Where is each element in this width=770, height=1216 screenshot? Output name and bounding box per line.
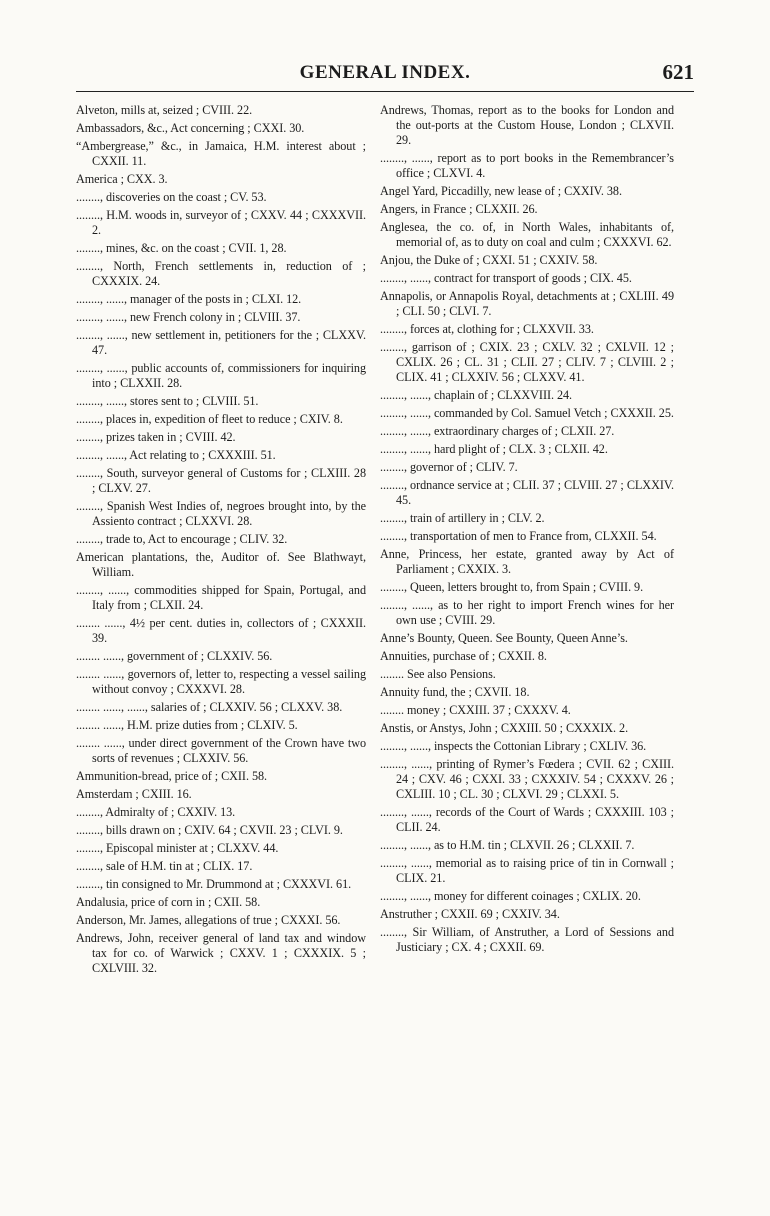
index-entry: ........, Sir William, of Anstruther, a Lord of Sessions and Justiciary ; CX. 4 ; CXXII. 69. [380, 925, 674, 954]
index-entry: ........, Admiralty of ; CXXIV. 13. [76, 805, 236, 819]
page-number: 621 [662, 60, 694, 84]
index-entry: Ambassadors, &c., Act concerning ; CXXI. 30. [76, 121, 305, 135]
index-entry: ........ money ; CXXIII. 37 ; CXXXV. 4. [380, 703, 571, 717]
index-entry: ........, sale of H.M. tin at ; CLIX. 17. [76, 859, 253, 873]
index-entry: ........, South, surveyor general of Customs for ; CLXIII. 28 ; CLXV. 27. [76, 466, 366, 495]
index-entry: Amsterdam ; CXIII. 16. [76, 787, 192, 801]
index-entry: ........, ......, records of the Court of Wards ; CXXXIII. 103 ; CLII. 24. [380, 805, 674, 834]
index-entry: ........, ......, Act relating to ; CXXXIII. 51. [76, 448, 276, 462]
index-entry: ........, train of artillery in ; CLV. 2. [380, 511, 545, 525]
index-entry: Anstruther ; CXXII. 69 ; CXXIV. 34. [380, 907, 560, 921]
index-entry: Alveton, mills at, seized ; CVIII. 22. [76, 103, 253, 117]
index-entry: ........, ......, hard plight of ; CLX. 3 ; CLXII. 42. [380, 442, 608, 456]
index-entry: ........, ......, memorial as to raising price of tin in Cornwall ; CLIX. 21. [380, 856, 674, 885]
index-entry: Angel Yard, Piccadilly, new lease of ; CXXIV. 38. [380, 184, 622, 198]
index-entry: ........ ......, 4½ per cent. duties in, collectors of ; CXXXII. 39. [76, 616, 366, 645]
index-entry: ........, ......, printing of Rymer’s Fœdera ; CVII. 62 ; CXIII. 24 ; CXV. 46 ; CXXI. 33 ; CXXXIV. 54 ; CXXXV. 26 ; CXLIII. 10 ; CL. 30 ; CLXVI. 29 ; CLXXI. 5. [380, 757, 674, 801]
index-entry: ........ ......, government of ; CLXXIV. 56. [76, 649, 273, 663]
index-entry: “Ambergrease,” &c., in Jamaica, H.M. interest about ; CXXII. 11. [76, 139, 366, 168]
index-entry: ........, Spanish West Indies of, negroes brought into, by the Assiento contract ; CLXXVI. 28. [76, 499, 366, 528]
header-rule [76, 91, 694, 92]
index-entry: ........, ......, as to H.M. tin ; CLXVII. 26 ; CLXXII. 7. [380, 838, 635, 852]
index-entry: ........, Queen, letters brought to, from Spain ; CVIII. 9. [380, 580, 644, 594]
index-entry: ........, ......, chaplain of ; CLXXVIII. 24. [380, 388, 573, 402]
index-entry: Anglesea, the co. of, in North Wales, inhabitants of, memorial of, as to duty on coal and culm ; CXXXVI. 62. [380, 220, 674, 249]
index-entry: Anne’s Bounty, Queen. See Bounty, Queen Anne’s. [380, 631, 628, 645]
index-entry: America ; CXX. 3. [76, 172, 168, 186]
index-entry: Angers, in France ; CLXXII. 26. [380, 202, 538, 216]
index-entry: Andrews, Thomas, report as to the books for London and the out-ports at the Custom House, London ; CLXVII. 29. [380, 103, 674, 147]
index-entry: ........, garrison of ; CXIX. 23 ; CXLV. 32 ; CXLVII. 12 ; CXLIX. 26 ; CL. 31 ; CLII. 27 ; CLIV. 7 ; CLVIII. 2 ; CLIX. 41 ; CLXXIV. 56 ; CLXXV. 41. [380, 340, 674, 384]
index-entry: Andalusia, price of corn in ; CXII. 58. [76, 895, 261, 909]
index-entry: ........, ......, new settlement in, petitioners for the ; CLXXV. 47. [76, 328, 366, 357]
index-entry: ........, ......, new French colony in ; CLVIII. 37. [76, 310, 301, 324]
page-title: GENERAL INDEX. [299, 62, 471, 83]
page-header [76, 60, 694, 90]
index-entry: ........, ......, report as to port books in the Remembrancer’s office ; CLXVI. 4. [380, 151, 674, 180]
index-entry: ........, transportation of men to France from, CLXXII. 54. [380, 529, 657, 543]
index-entry: Annuities, purchase of ; CXXII. 8. [380, 649, 547, 663]
index-entry: American plantations, the, Auditor of. See Blathwayt, William. [76, 550, 366, 579]
index-entry: ........, bills drawn on ; CXIV. 64 ; CXVII. 23 ; CLVI. 9. [76, 823, 343, 837]
index-entry: ........, mines, &c. on the coast ; CVII. 1, 28. [76, 241, 287, 255]
index-entry: ........ ......, H.M. prize duties from ; CLXIV. 5. [76, 718, 298, 732]
index-entry: ........, tin consigned to Mr. Drummond at ; CXXXVI. 61. [76, 877, 352, 891]
index-entry: Anstis, or Anstys, John ; CXXIII. 50 ; CXXXIX. 2. [380, 721, 629, 735]
index-entry: Anne, Princess, her estate, granted away by Act of Parliament ; CXXIX. 3. [380, 547, 674, 576]
index-column-left [76, 103, 366, 979]
index-entry: Anderson, Mr. James, allegations of true ; CXXXI. 56. [76, 913, 341, 927]
index-entry: ........ ......, ......, salaries of ; CLXXIV. 56 ; CLXXV. 38. [76, 700, 343, 714]
index-entry: ........, Episcopal minister at ; CLXXV. 44. [76, 841, 279, 855]
index-entry: ........, governor of ; CLIV. 7. [380, 460, 518, 474]
index-entry: Annuity fund, the ; CXVII. 18. [380, 685, 530, 699]
index-entry: ........, ......, extraordinary charges of ; CLXII. 27. [380, 424, 615, 438]
index-entry: Ammunition-bread, price of ; CXII. 58. [76, 769, 268, 783]
index-entry: ........, ......, inspects the Cottonian Library ; CXLIV. 36. [380, 739, 647, 753]
index-entry: ........ ......, governors of, letter to, respecting a vessel sailing without convoy ; CXXXVI. 28. [76, 667, 366, 696]
index-entry: Anjou, the Duke of ; CXXI. 51 ; CXXIV. 58. [380, 253, 598, 267]
index-entry: ........, ......, commodities shipped for Spain, Portugal, and Italy from ; CLXII. 24. [76, 583, 366, 612]
index-entry: ........, forces at, clothing for ; CLXXVII. 33. [380, 322, 594, 336]
index-entry: ........, North, French settlements in, reduction of ; CXXXIX. 24. [76, 259, 366, 288]
index-entry: ........, H.M. woods in, surveyor of ; CXXV. 44 ; CXXXVII. 2. [76, 208, 366, 237]
index-entry: ........, prizes taken in ; CVIII. 42. [76, 430, 236, 444]
index-entry: ........, ordnance service at ; CLII. 37 ; CLVIII. 27 ; CLXXIV. 45. [380, 478, 674, 507]
index-entry: ........, trade to, Act to encourage ; CLIV. 32. [76, 532, 288, 546]
index-entry: ........, ......, manager of the posts in ; CLXI. 12. [76, 292, 302, 306]
index-entry: ........, places in, expedition of fleet to reduce ; CXIV. 8. [76, 412, 343, 426]
index-entry: ........, ......, commanded by Col. Samuel Vetch ; CXXXII. 25. [380, 406, 674, 420]
index-entry: ........ ......, under direct government of the Crown have two sorts of revenues ; CLXXIV. 56. [76, 736, 366, 765]
index-entry: ........, ......, stores sent to ; CLVIII. 51. [76, 394, 259, 408]
index-entry: ........, discoveries on the coast ; CV. 53. [76, 190, 267, 204]
index-entry: Annapolis, or Annapolis Royal, detachments at ; CXLIII. 49 ; CLI. 50 ; CLVI. 7. [380, 289, 674, 318]
index-entry: ........, ......, contract for transport of goods ; CIX. 45. [380, 271, 632, 285]
index-entry: ........, ......, public accounts of, commissioners for inquiring into ; CLXXII. 28. [76, 361, 366, 390]
index-column-right [380, 103, 674, 958]
index-entry: Andrews, John, receiver general of land tax and window tax for co. of Warwick ; CXXV. 1 ; CXXXIX. 5 ; CXLVIII. 32. [76, 931, 366, 975]
index-entry: ........, ......, as to her right to import French wines for her own use ; CVIII. 29. [380, 598, 674, 627]
index-entry: ........ See also Pensions. [380, 667, 496, 681]
index-entry: ........, ......, money for different coinages ; CXLIX. 20. [380, 889, 641, 903]
